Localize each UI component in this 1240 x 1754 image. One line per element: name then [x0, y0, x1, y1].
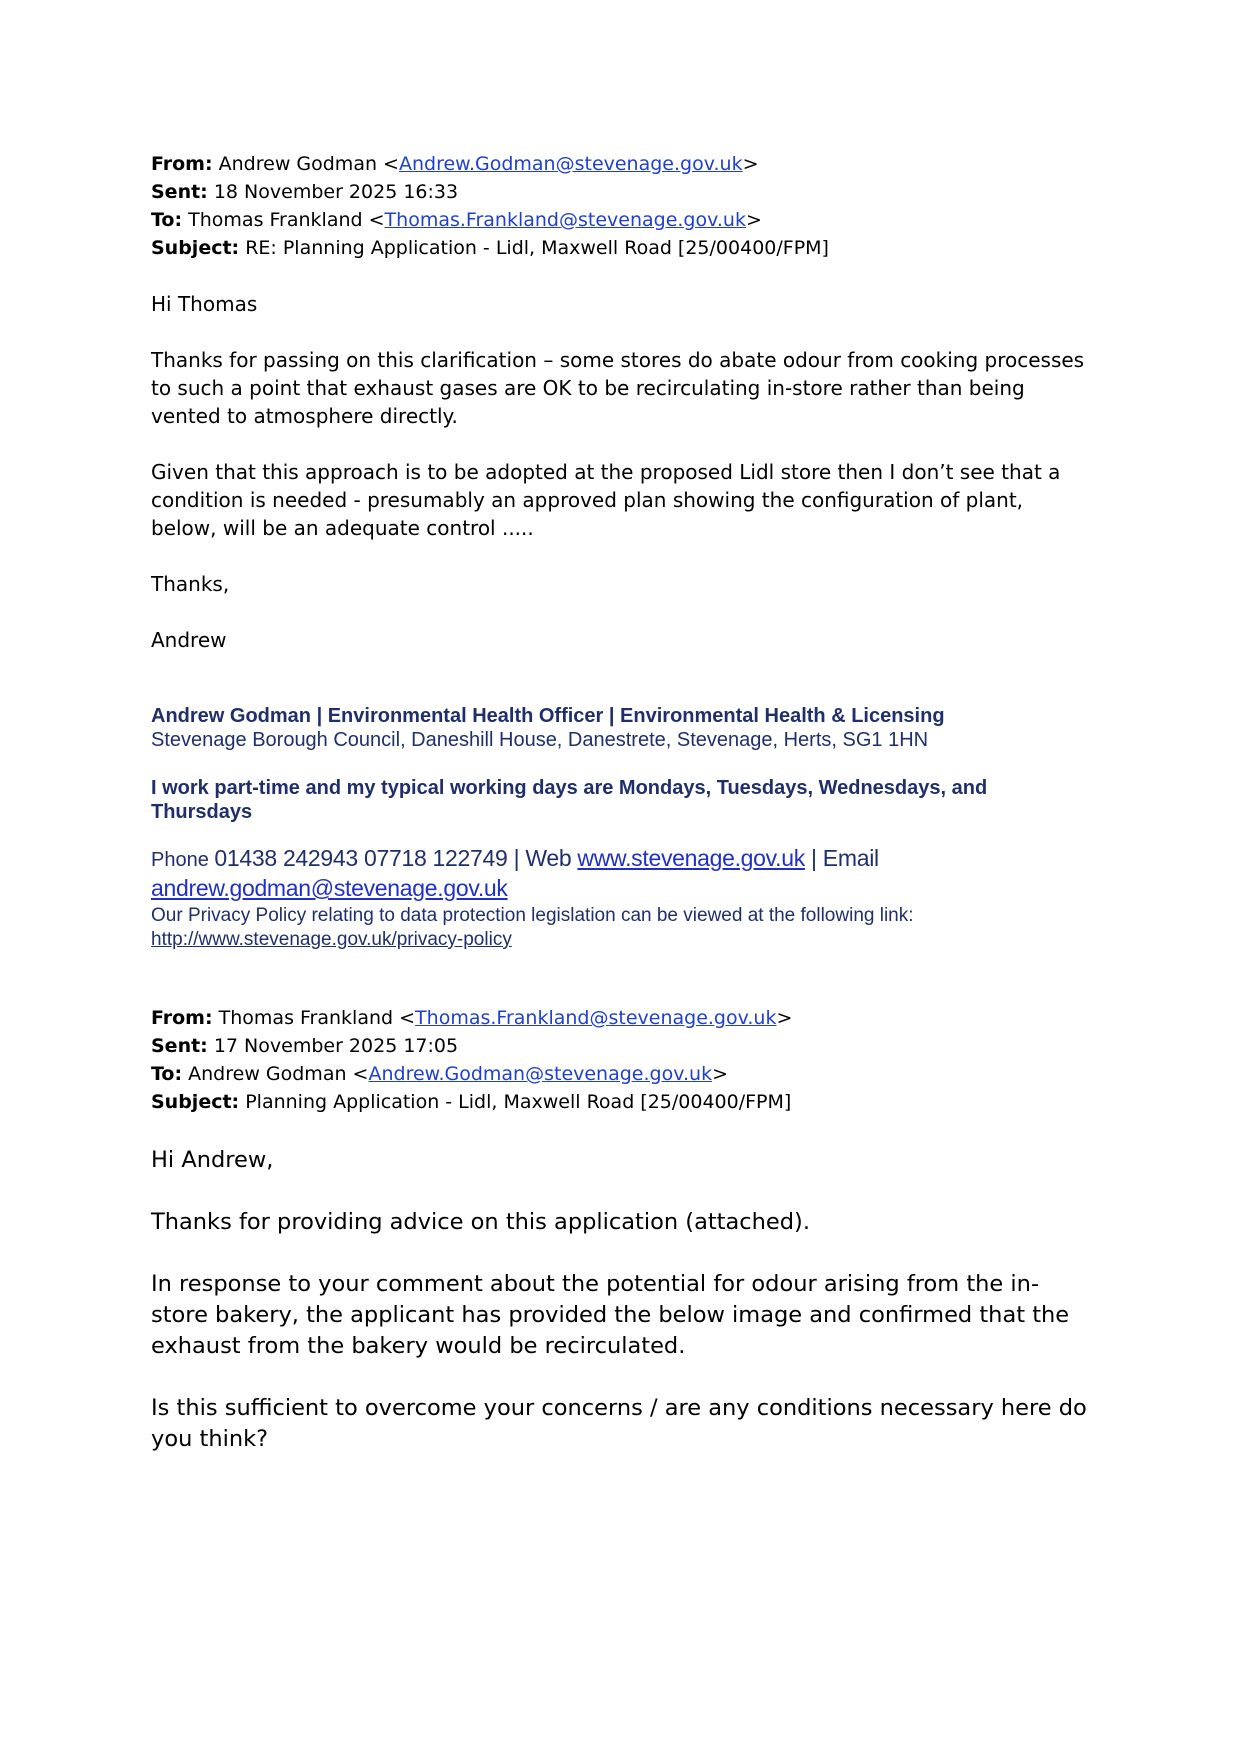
- original-header: [151, 1004, 1091, 1116]
- to-email-link[interactable]: Andrew.Godman@stevenage.gov.uk: [368, 1063, 713, 1085]
- reply-sent-line: [151, 178, 1091, 206]
- reply-header: [151, 150, 1091, 262]
- subject-value: Planning Application - Lidl, Maxwell Road [25/00400/FPM]: [245, 1091, 792, 1113]
- subject-label: Subject:: [151, 1091, 240, 1113]
- reply-signoff: Thanks,: [151, 572, 230, 596]
- reply-to-line: [151, 206, 1091, 234]
- to-name: Andrew Godman <: [188, 1063, 369, 1085]
- signature-address: Stevenage Borough Council, Daneshill House, Danestrete, Stevenage, Herts, SG1 1HN: [151, 729, 929, 751]
- to-close: >: [712, 1063, 728, 1085]
- to-email-link[interactable]: Thomas.Frankland@stevenage.gov.uk: [384, 209, 746, 231]
- reply-paragraph-1: Thanks for passing on this clarification – some stores do abate odour from cooking processes to such a point that exhaust gases are OK to be recirculating in-store rather than being vented to atmosphere directly.: [151, 348, 1085, 428]
- from-close: >: [742, 153, 759, 175]
- signature-contact: [151, 844, 1091, 904]
- original-sent-line: [151, 1032, 1091, 1060]
- email-signature: [151, 704, 1091, 952]
- privacy-link[interactable]: http://www.stevenage.gov.uk/privacy-policy: [151, 929, 512, 950]
- from-email-link[interactable]: Thomas.Frankland@stevenage.gov.uk: [415, 1007, 777, 1029]
- privacy-notice: [151, 904, 1091, 952]
- phone-numbers: 01438 242943 07718 122749 | Web: [214, 845, 578, 871]
- reply-subject-line: [151, 234, 1091, 262]
- sent-label: Sent:: [151, 1035, 208, 1057]
- from-name: Thomas Frankland <: [218, 1007, 416, 1029]
- reply-greeting: Hi Thomas: [151, 292, 258, 316]
- to-label: To:: [151, 209, 183, 231]
- sent-label: Sent:: [151, 181, 208, 203]
- original-paragraph-2: In response to your comment about the potential for odour arising from the in-store bakery, the applicant has provided the below image and confirmed that the exhaust from the bakery would be recirculated.: [151, 1271, 1070, 1359]
- original-from-line: [151, 1004, 1091, 1032]
- subject-value: RE: Planning Application - Lidl, Maxwell Road [25/00400/FPM]: [245, 237, 829, 259]
- reply-paragraph-2: Given that this approach is to be adopted at the proposed Lidl store then I don’t see that a condition is needed - presumably an approved plan showing the configuration of plant, below, will be an adequate control .....: [151, 460, 1061, 540]
- phone-label: Phone: [151, 849, 215, 871]
- from-label: From:: [151, 153, 213, 175]
- from-close: >: [776, 1007, 793, 1029]
- original-subject-line: [151, 1088, 1091, 1116]
- privacy-text: Our Privacy Policy relating to data protection legislation can be viewed at the following link:: [151, 905, 914, 926]
- to-close: >: [745, 209, 762, 231]
- original-paragraph-1: Thanks for providing advice on this application (attached).: [151, 1209, 810, 1235]
- from-label: From:: [151, 1007, 213, 1029]
- web-link[interactable]: www.stevenage.gov.uk: [577, 845, 805, 871]
- sent-value: 18 November 2025 16:33: [213, 181, 459, 203]
- email-label: | Email: [804, 845, 879, 871]
- reply-signature-name: Andrew: [151, 628, 227, 652]
- to-label: To:: [151, 1063, 183, 1085]
- reply-from-line: [151, 150, 1091, 178]
- from-email-link[interactable]: Andrew.Godman@stevenage.gov.uk: [398, 153, 743, 175]
- original-greeting: Hi Andrew,: [151, 1147, 274, 1173]
- original-to-line: [151, 1060, 1091, 1088]
- signature-title: Andrew Godman | Environmental Health Officer | Environmental Health & Licensing: [151, 705, 945, 727]
- to-name: Thomas Frankland <: [188, 209, 385, 231]
- email-document: [151, 150, 1091, 1455]
- sent-value: 17 November 2025 17:05: [213, 1035, 459, 1057]
- signature-working-days: I work part-time and my typical working days are Mondays, Tuesdays, Wednesdays, and Thursdays: [151, 777, 988, 823]
- from-name: Andrew Godman <: [218, 153, 399, 175]
- subject-label: Subject:: [151, 237, 240, 259]
- signature-email-link[interactable]: andrew.godman@stevenage.gov.uk: [151, 875, 508, 901]
- original-paragraph-3: Is this sufficient to overcome your concerns / are any conditions necessary here do you think?: [151, 1395, 1087, 1452]
